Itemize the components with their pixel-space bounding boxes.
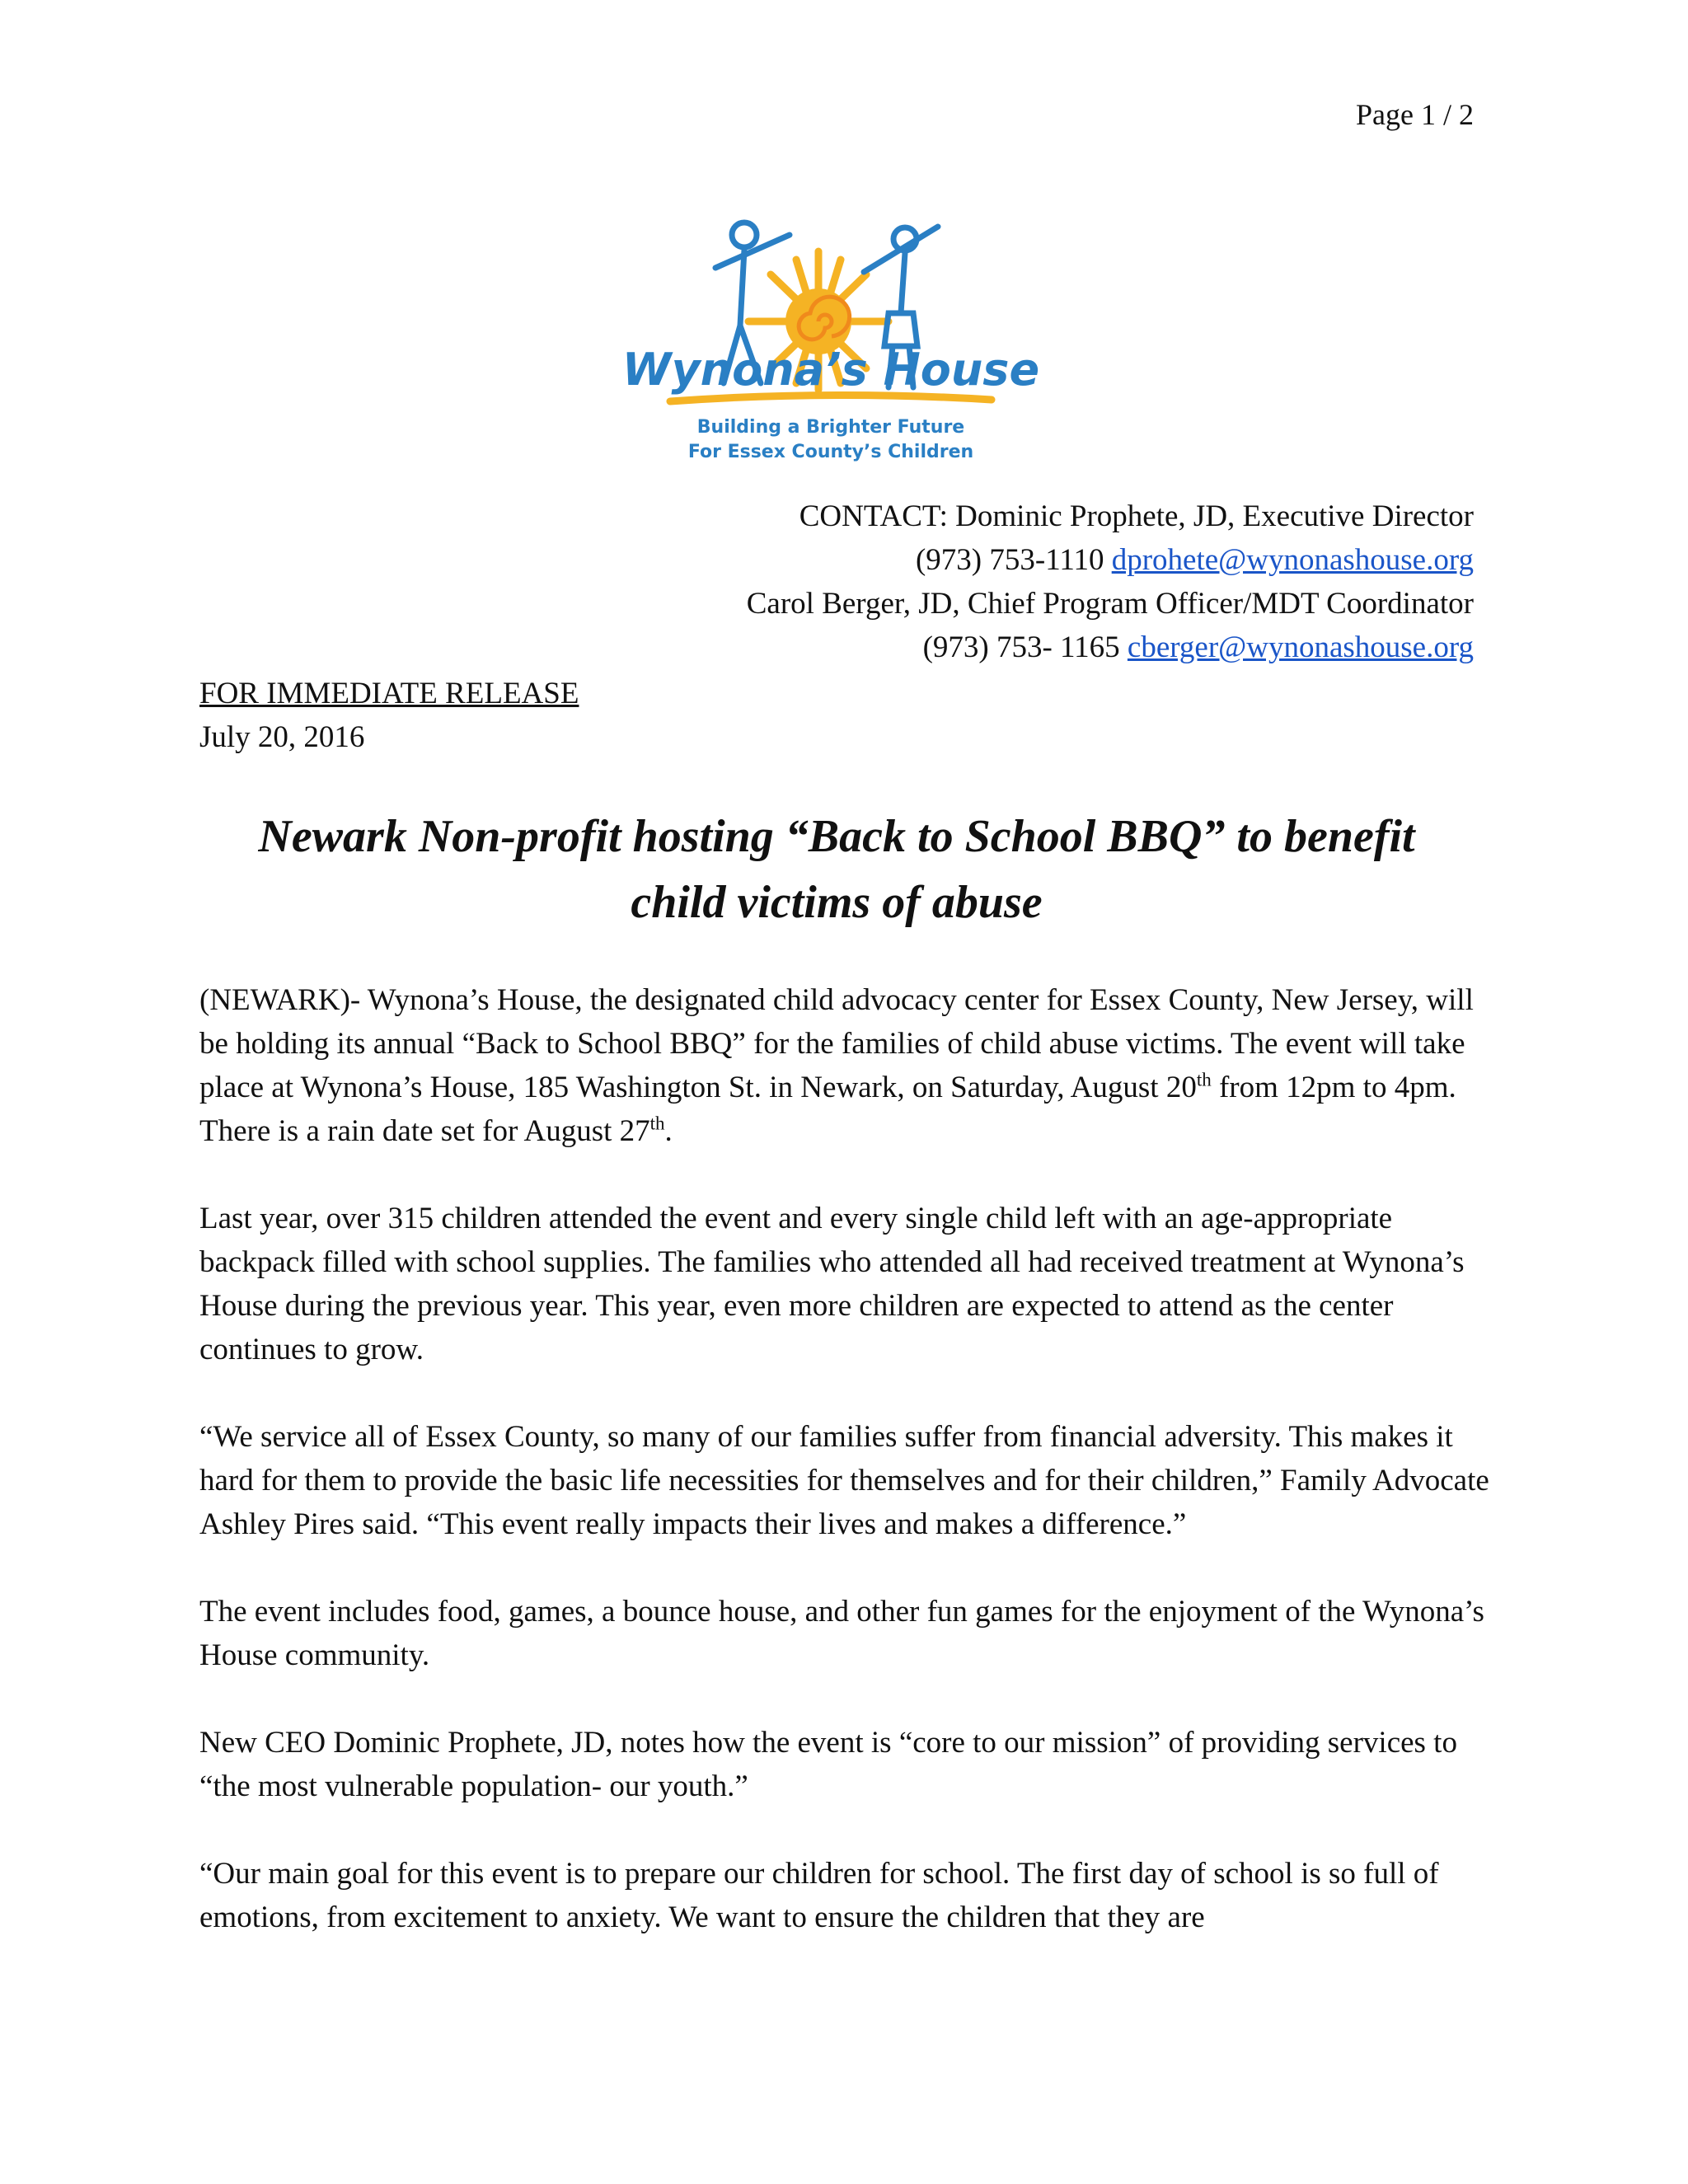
paragraph-1-text-c: .	[664, 1114, 673, 1148]
contact-phone-1: (973) 753-1110	[915, 543, 1104, 577]
paragraph-6: “Our main goal for this event is to prepare our children for school. The first day of school is so full of emotions, from excitement to anxiety. We want to ensure the children that they are	[199, 1857, 1439, 1934]
release-block	[199, 672, 579, 759]
logo-tagline-2: For Essex County’s Children	[687, 442, 974, 462]
contact-line-2	[747, 538, 1474, 582]
article-body	[199, 978, 1502, 1983]
contact-block	[747, 494, 1474, 669]
wynonas-house-logo	[621, 202, 1040, 474]
email-link-dprohete[interactable]: dprohete@wynonashouse.org	[1111, 543, 1474, 577]
release-label: FOR IMMEDIATE RELEASE	[199, 677, 579, 710]
headline-line-2: child victims of abuse	[631, 877, 1043, 928]
logo-name: Wynona’s House	[621, 344, 1040, 396]
paragraph-2: Last year, over 315 children attended the event and every single child left with an age-appropriate backpack filled with school supplies. The families who attended all had received treatment at Wynona’s House during the previous year. This year, even more children are expected to attend as the center continues to grow.	[199, 1202, 1465, 1366]
paragraph-1-text-a: (NEWARK)- Wynona’s House, the designated child advocacy center for Essex County, New Jersey, will be holding its annual “Back to School BBQ” for the families of child abuse victims. The event will take place at Wynona’s House, 185 Washington St. in Newark, on Saturday, August 20	[199, 983, 1474, 1104]
paragraph-1	[199, 978, 1502, 1153]
logo-tagline-1: Building a Brighter Future	[696, 417, 965, 438]
paragraph-3: “We service all of Essex County, so many of our families suffer from financial adversity. This makes it hard for them to provide the basic life necessities for themselves and for their children,” Family Advocate Ashley Pires said. “This event really impacts their lives and makes a difference.”	[199, 1420, 1489, 1541]
contact-line-1: CONTACT: Dominic Prophete, JD, Executive Director	[799, 499, 1474, 533]
paragraph-1-text-b: from 12pm to 4pm. There is a rain date set for August 27	[199, 1071, 1456, 1148]
contact-phone-2: (973) 753- 1165	[922, 630, 1120, 664]
paragraph-4: The event includes food, games, a bounce house, and other fun games for the enjoyment of the Wynona’s House community.	[199, 1595, 1484, 1672]
page-number: Page 1 / 2	[1356, 98, 1474, 131]
paragraph-5: New CEO Dominic Prophete, JD, notes how the event is “core to our mission” of providing services to “the most vulnerable population- our youth.”	[199, 1726, 1457, 1803]
contact-line-4	[747, 626, 1474, 669]
ordinal-suffix: th	[649, 1113, 665, 1134]
ordinal-suffix: th	[1196, 1069, 1212, 1090]
email-link-cberger[interactable]: cberger@wynonashouse.org	[1127, 630, 1474, 664]
headline-line-1: Newark Non-profit hosting “Back to School BBQ” to benefit	[258, 811, 1415, 862]
release-date: July 20, 2016	[199, 720, 365, 754]
headline	[199, 804, 1474, 935]
contact-line-3: Carol Berger, JD, Chief Program Officer/MDT Coordinator	[746, 587, 1474, 621]
